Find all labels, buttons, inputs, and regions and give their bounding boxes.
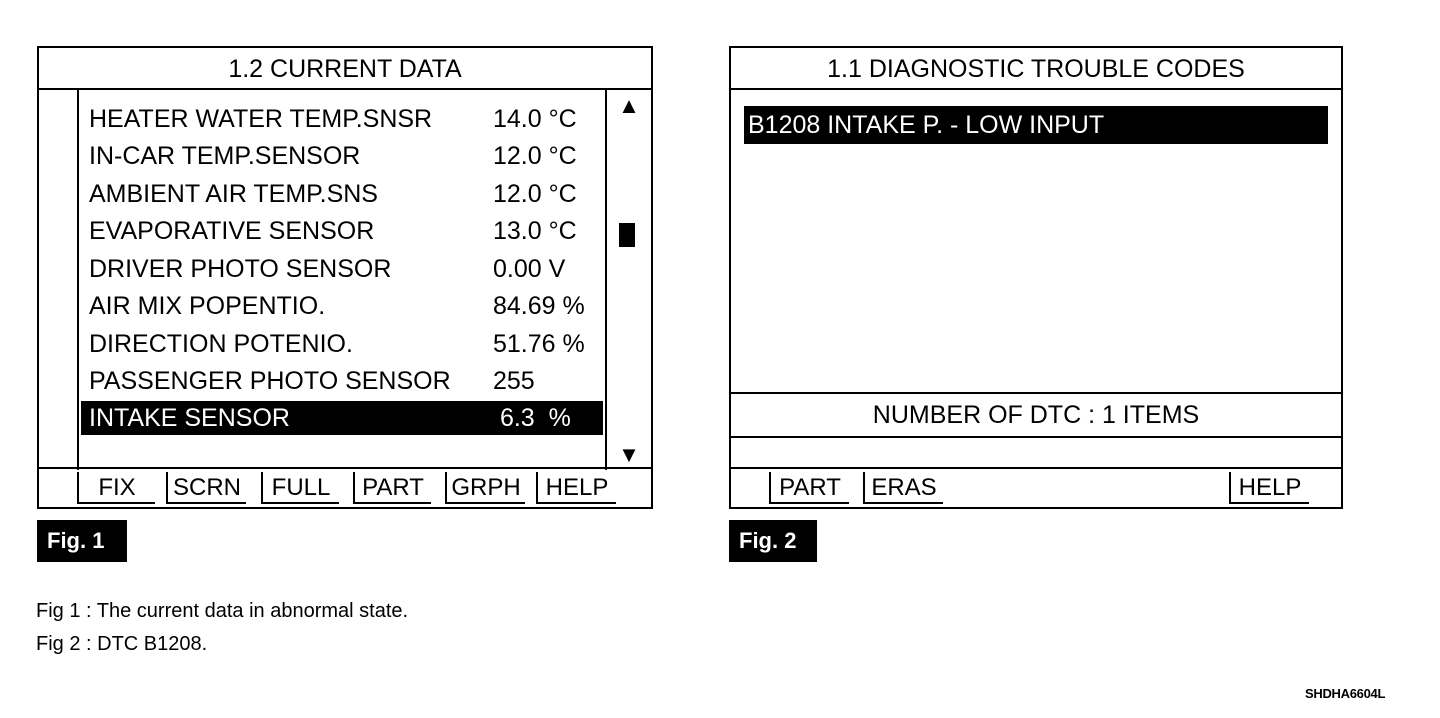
data-row-value: 12.0 °C [493, 142, 577, 170]
part-button[interactable]: PART [353, 472, 431, 504]
scrollbar-thumb[interactable] [619, 223, 635, 247]
data-row[interactable] [83, 252, 603, 286]
data-row-selected[interactable] [81, 401, 603, 435]
current-data-title: 1.2 CURRENT DATA [39, 48, 651, 90]
data-row[interactable] [83, 327, 603, 361]
data-row-label: HEATER WATER TEMP.SNSR [89, 105, 433, 133]
data-row[interactable] [83, 139, 603, 173]
function-key-bar [731, 467, 1341, 507]
data-row-value: 0.00 V [493, 255, 566, 283]
data-row-label: PASSENGER PHOTO SENSOR [89, 367, 451, 395]
data-row-value: 51.76 % [493, 330, 585, 358]
data-row-value: 14.0 °C [493, 105, 577, 133]
data-row-label: INTAKE SENSOR [89, 404, 290, 432]
data-row[interactable] [83, 364, 603, 398]
data-row-label: EVAPORATIVE SENSOR [89, 217, 375, 245]
data-row-label: AIR MIX POPENTIO. [89, 292, 326, 320]
data-row-value: 255 [493, 367, 535, 395]
function-key-bar [39, 467, 651, 507]
data-row-value: 84.69 % [493, 292, 585, 320]
data-row[interactable] [83, 177, 603, 211]
help-button[interactable]: HELP [536, 472, 616, 504]
figure-1-caption: Fig 1 : The current data in abnormal state. [36, 600, 409, 622]
data-row-value: 13.0 °C [493, 217, 577, 245]
grph-button[interactable]: GRPH [445, 472, 525, 504]
scroll-up-icon[interactable]: ▲ [618, 93, 640, 118]
data-row-label: DRIVER PHOTO SENSOR [89, 255, 392, 283]
scroll-down-icon[interactable]: ▼ [618, 442, 640, 467]
data-row-label: IN-CAR TEMP.SENSOR [89, 142, 361, 170]
left-margin-column [39, 88, 79, 470]
scrollbar[interactable] [605, 88, 651, 470]
part-button[interactable]: PART [769, 472, 849, 504]
data-row-label: DIRECTION POTENIO. [89, 330, 353, 358]
data-row[interactable] [83, 289, 603, 323]
data-row[interactable] [83, 214, 603, 248]
dtc-title: 1.1 DIAGNOSTIC TROUBLE CODES [731, 48, 1341, 90]
data-row-value: 12.0 °C [493, 180, 577, 208]
document-code: SHDHA6604L [1305, 686, 1386, 701]
help-button[interactable]: HELP [1229, 472, 1309, 504]
figure-2-caption: Fig 2 : DTC B1208. [36, 633, 208, 655]
data-row[interactable] [83, 102, 603, 136]
figure-2-label: Fig. 2 [729, 520, 817, 562]
data-row-label: AMBIENT AIR TEMP.SNS [89, 180, 378, 208]
data-row-value: 6.3 % [493, 404, 571, 432]
diagnostic-trouble-codes-screen [729, 46, 1343, 509]
full-button[interactable]: FULL [261, 472, 339, 504]
fix-button[interactable]: FIX [77, 472, 155, 504]
scrn-button[interactable]: SCRN [166, 472, 246, 504]
figure-1-label: Fig. 1 [37, 520, 127, 562]
current-data-screen [37, 46, 653, 509]
dtc-count-status: NUMBER OF DTC : 1 ITEMS [731, 392, 1341, 438]
eras-button[interactable]: ERAS [863, 472, 943, 504]
dtc-list-item-selected[interactable]: B1208 INTAKE P. - LOW INPUT [744, 106, 1328, 144]
